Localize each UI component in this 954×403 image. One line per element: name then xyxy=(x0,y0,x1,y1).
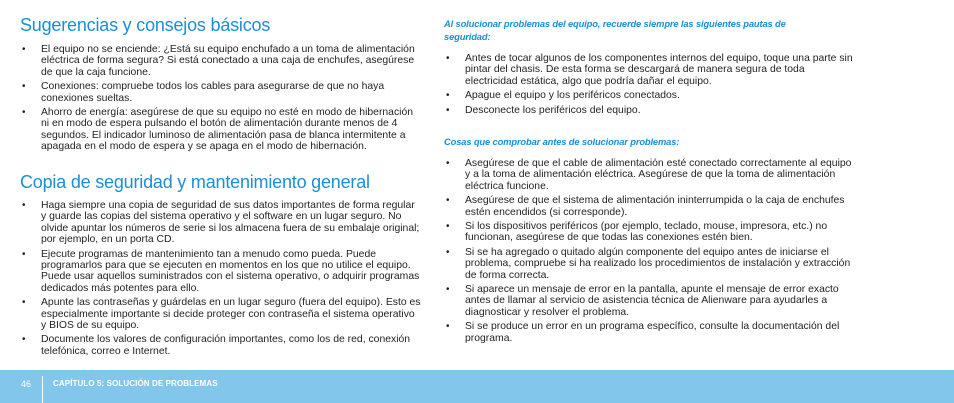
list-item: • Si los dispositivos periféricos (por ejemplo, teclado, mouse, impresora, etc.) no funcionan, asegúrese de que todas las conexiones estén bien. xyxy=(444,221,856,244)
list-item: • Desconecte los periféricos del equipo. xyxy=(444,105,856,116)
list-item: • Asegúrese de que el sistema de alimentación ininterrumpida o la caja de enchufes estén encendidos (si corresponde). xyxy=(444,195,856,218)
list-item: • Conexiones: compruebe todos los cables para asegurarse de que no haya conexiones sueltas. xyxy=(20,81,422,104)
footer-bar xyxy=(0,370,954,403)
list-item: • Si se ha agregado o quitado algún componente del equipo antes de iniciarse el problema, compruebe si ha realizado los procedimientos de instalación y extracción de forma correcta. xyxy=(444,247,856,281)
safety-heading: Al solucionar problemas del equipo, recuerde siempre las siguientes pautas de seguridad: xyxy=(444,18,786,42)
list-item: • Apague el equipo y los periféricos conectados. xyxy=(444,90,856,101)
page-number: 46 xyxy=(21,379,32,389)
list-item: • Antes de tocar algunos de los componentes internos del equipo, toque una parte sin pintar del chasis. De esta forma se descargará de manera segura de toda electricidad estática, algo que podría dañar el equipo. xyxy=(444,53,856,87)
list-item: • Apunte las contraseñas y guárdelas en un lugar seguro (fuera del equipo). Esto es especialmente importante si decide proteger con contraseña el sistema operativo y BIOS de su equipo. xyxy=(20,297,422,331)
list-item: • Asegúrese de que el cable de alimentación esté conectado correctamente al equipo y a la toma de alimentación eléctrica. Asegúrese de que la toma de alimentación eléctrica funcione. xyxy=(444,158,856,192)
list-item: • Ejecute programas de mantenimiento tan a menudo como pueda. Puede programarlos para que se ejecuten en momentos en los que no utilice el equipo. Puede usar aquellos suministrados con el sistema operativo, o adquirir programas dedicados más potentes para ello. xyxy=(20,249,422,295)
list-item: • Si se produce un error en un programa específico, consulte la documentación del programa. xyxy=(444,321,856,344)
section-title-backup: Copia de seguridad y mantenimiento general xyxy=(20,172,370,192)
backup-list xyxy=(20,200,422,360)
checks-heading: Cosas que comprobar antes de solucionar problemas: xyxy=(444,136,680,147)
footer-divider xyxy=(42,376,43,403)
section-title-tips: Sugerencias y consejos básicos xyxy=(20,15,271,35)
list-item: • El equipo no se enciende: ¿Está su equipo enchufado a un toma de alimentación eléctrica de forma segura? Si está conectado a una caja de enchufes, asegúrese de que la caja funcione. xyxy=(20,44,422,78)
list-item: • Haga siempre una copia de seguridad de sus datos importantes de forma regular y guarde las copias del sistema operativo y el software en un lugar seguro. No olvide apuntar los números de serie si los almacena fuera de su embalaje original; por ejemplo, en un porta CD. xyxy=(20,200,422,246)
list-item: • Ahorro de energía: asegúrese de que su equipo no esté en modo de hibernación ni en modo de espera pulsando el botón de alimentación durante menos de 4 segundos. El indicador luminoso de alimentación pasa de blanca intermitente a apagada en el modo de espera y se apaga en el modo de hibernación. xyxy=(20,107,422,153)
list-item: • Documente los valores de configuración importantes, como los de red, conexión telefónica, correo e Internet. xyxy=(20,334,422,357)
chapter-title: CAPÍTULO 5: SOLUCIÓN DE PROBLEMAS xyxy=(53,379,218,388)
tips-list xyxy=(20,44,422,156)
safety-list xyxy=(444,53,856,119)
list-item: • Si aparece un mensaje de error en la pantalla, apunte el mensaje de error exacto antes de llamar al servicio de asistencia técnica de Alienware para ayudarles a diagnosticar y resolver el problema. xyxy=(444,284,856,318)
checks-list xyxy=(444,158,856,347)
